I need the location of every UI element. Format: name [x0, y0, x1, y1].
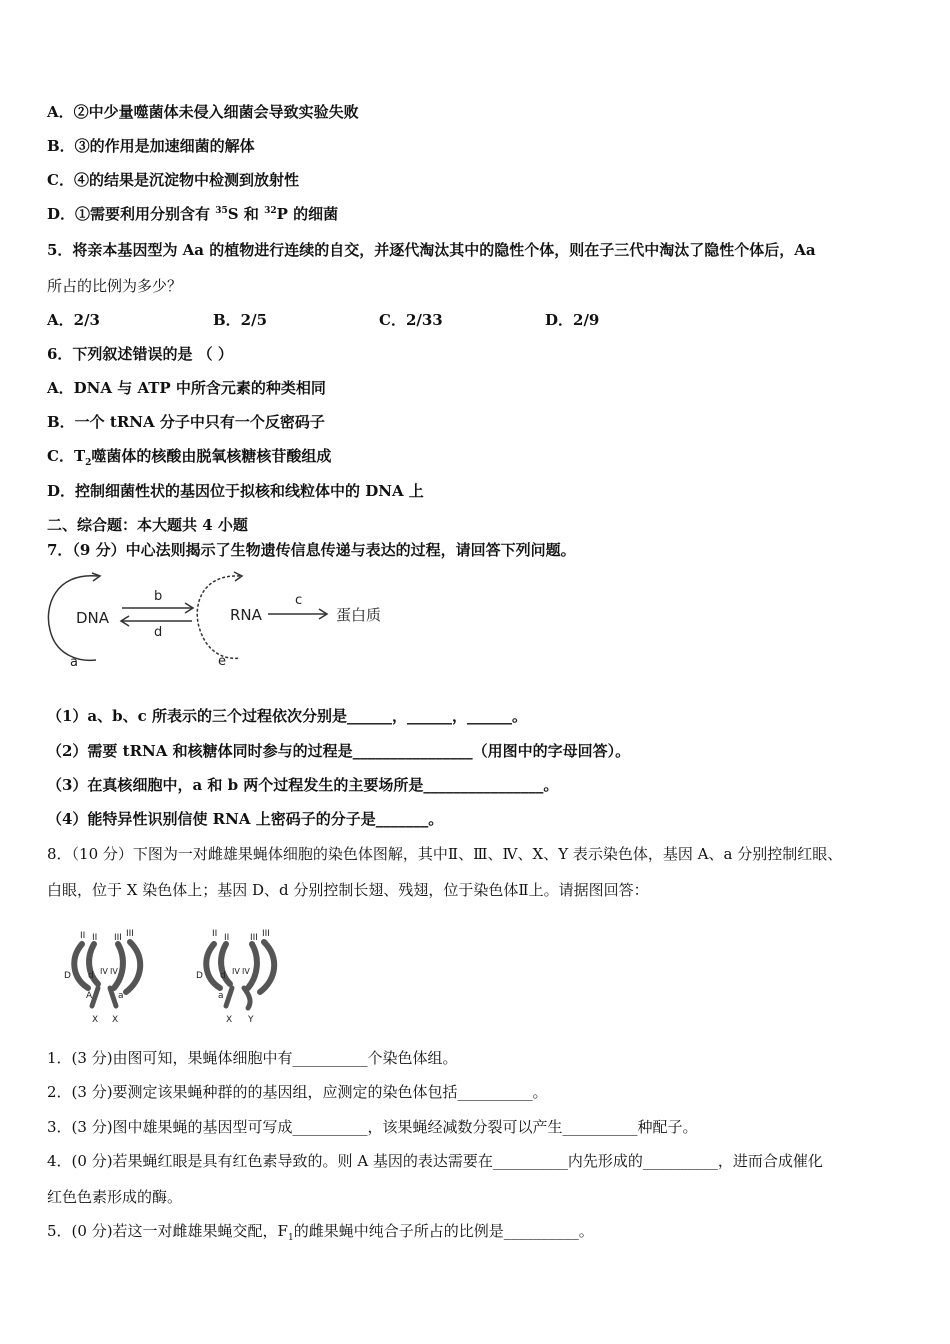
svg-text:III: III — [114, 933, 122, 943]
chromosome — [248, 944, 257, 988]
q7-sub1: （1）a、b、c 所表示的三个过程依次分别是______，______，______。 — [47, 707, 528, 725]
svg-text:IV: IV — [242, 967, 250, 976]
chromosome-x — [226, 988, 232, 1006]
q8-sub4-line1: 4．(0 分)若果蝇红眼是具有红色素导致的。则 A 基因的表达需要在__________内先形成的__________，进而合成催化 — [47, 1152, 823, 1170]
q4-option-a: A．②中少量噬菌体未侵入细菌会导致实验失败 — [47, 103, 359, 121]
svg-text:a: a — [218, 991, 224, 1001]
q7-sub3: （3）在真核细胞中，a 和 b 两个过程发生的主要场所是________________。 — [47, 776, 559, 794]
svg-text:II: II — [80, 931, 86, 941]
dna-replication-arrowhead — [92, 573, 100, 581]
q6-option-c: C．$T_2$噬菌体的核酸由脱氧核糖核苷酸组成 — [47, 447, 332, 468]
svg-text:a: a — [118, 991, 124, 1001]
svg-text:D: D — [64, 971, 71, 981]
label-d: d — [154, 625, 163, 640]
q5-options — [47, 310, 711, 330]
svg-text:d: d — [220, 971, 226, 981]
dna-label: DNA — [76, 609, 110, 627]
label-a: a — [70, 655, 78, 670]
svg-text:D: D — [196, 971, 203, 981]
q8-sub4-line2: 红色色素形成的酶。 — [47, 1188, 183, 1206]
q5-option-b: B．2/5 — [213, 311, 268, 329]
svg-text:IV: IV — [100, 967, 108, 976]
female-karyotype — [64, 929, 140, 1025]
chromosome — [206, 944, 220, 988]
q5-option-a: A．2/3 — [47, 311, 100, 329]
svg-text:II: II — [212, 929, 218, 939]
rna-label: RNA — [230, 606, 262, 624]
q5-option-c: C．2/33 — [379, 311, 443, 329]
label-e: e — [218, 654, 226, 669]
svg-text:III: III — [262, 929, 270, 939]
svg-text:II: II — [224, 933, 230, 943]
q6-option-d: D．控制细菌性状的基因位于拟核和线粒体中的 DNA 上 — [47, 482, 424, 500]
q8-sub5: 5．(0 分)若这一对雌雄果蝇交配，$F_1$的雌果蝇中纯合子所占的比例是__________。 — [47, 1222, 594, 1243]
q4-option-c: C．④的结果是沉淀物中检测到放射性 — [47, 171, 299, 189]
chromosome — [74, 944, 88, 988]
svg-text:X: X — [112, 1015, 119, 1025]
svg-text:X: X — [226, 1015, 233, 1025]
chromosome — [114, 944, 123, 988]
label-b: b — [154, 589, 163, 604]
central-dogma-diagram — [40, 568, 400, 673]
q7-stem: 7．（9 分）中心法则揭示了生物遗传信息传递与表达的过程，请回答下列问题。 — [47, 541, 576, 559]
q8-sub3: 3．(3 分)图中雄果蝇的基因型可写成__________，该果蝇经减数分裂可以产生__________种配子。 — [47, 1118, 698, 1136]
chromosome-x — [92, 988, 98, 1006]
fruitfly-chromosome-diagram — [52, 922, 312, 1026]
q7-sub2: （2）需要 tRNA 和核糖体同时参与的过程是________________（用图中的字母回答）。 — [47, 742, 631, 760]
male-karyotype — [196, 929, 274, 1025]
q8-sub2: 2．(3 分)要测定该果蝇种群的的基因组，应测定的染色体包括__________。 — [47, 1083, 548, 1101]
q8-sub1: 1．(3 分)由图可知，果蝇体细胞中有__________个染色体组。 — [47, 1049, 458, 1067]
chromosome-y — [244, 988, 250, 1008]
chromosome — [260, 942, 274, 992]
q4-option-d: D．①需要利用分别含有 $^{35}$S 和 $^{32}$P 的细菌 — [47, 205, 339, 223]
q6-option-a: A．DNA 与 ATP 中所含元素的种类相同 — [47, 379, 326, 397]
label-c: c — [295, 593, 303, 608]
svg-text:Y: Y — [248, 1015, 254, 1025]
svg-text:III: III — [250, 933, 258, 943]
q8-stem-line1: 8．（10 分）下图为一对雌雄果蝇体细胞的染色体图解，其中Ⅱ、Ⅲ、Ⅳ、X、Y 表示染色体，基因 A、a 分别控制红眼、 — [47, 845, 843, 863]
q5-stem-line2: 所占的比例为多少？ — [47, 277, 183, 295]
svg-text:IV: IV — [110, 967, 118, 976]
q5-option-d: D．2/9 — [545, 311, 600, 329]
q6-option-b: B．一个 tRNA 分子中只有一个反密码子 — [47, 413, 325, 431]
svg-text:A: A — [86, 991, 93, 1001]
svg-text:IV: IV — [232, 967, 240, 976]
q4-option-b: B．③的作用是加速细菌的解体 — [47, 137, 255, 155]
svg-text:X: X — [92, 1015, 99, 1025]
protein-label: 蛋白质 — [336, 606, 382, 624]
svg-text:II: II — [92, 933, 98, 943]
section-title: 二、综合题：本大题共 4 小题 — [47, 516, 248, 534]
chromosome — [126, 942, 140, 992]
q6-stem: 6．下列叙述错误的是 （ ） — [47, 345, 233, 363]
q7-sub4: （4）能特异性识别信使 RNA 上密码子的分子是_______。 — [47, 810, 444, 828]
q5-stem-line1: 5．将亲本基因型为 Aa 的植物进行连续的自交，并逐代淘汰其中的隐性个体，则在子三代中淘汰了隐性个体后，Aa — [47, 241, 816, 259]
svg-text:III: III — [126, 929, 134, 939]
svg-text:d: d — [88, 971, 94, 981]
q8-stem-line2: 白眼，位于 X 染色体上；基因 D、d 分别控制长翅、残翅，位于染色体Ⅱ上。请据图回答： — [47, 881, 649, 899]
